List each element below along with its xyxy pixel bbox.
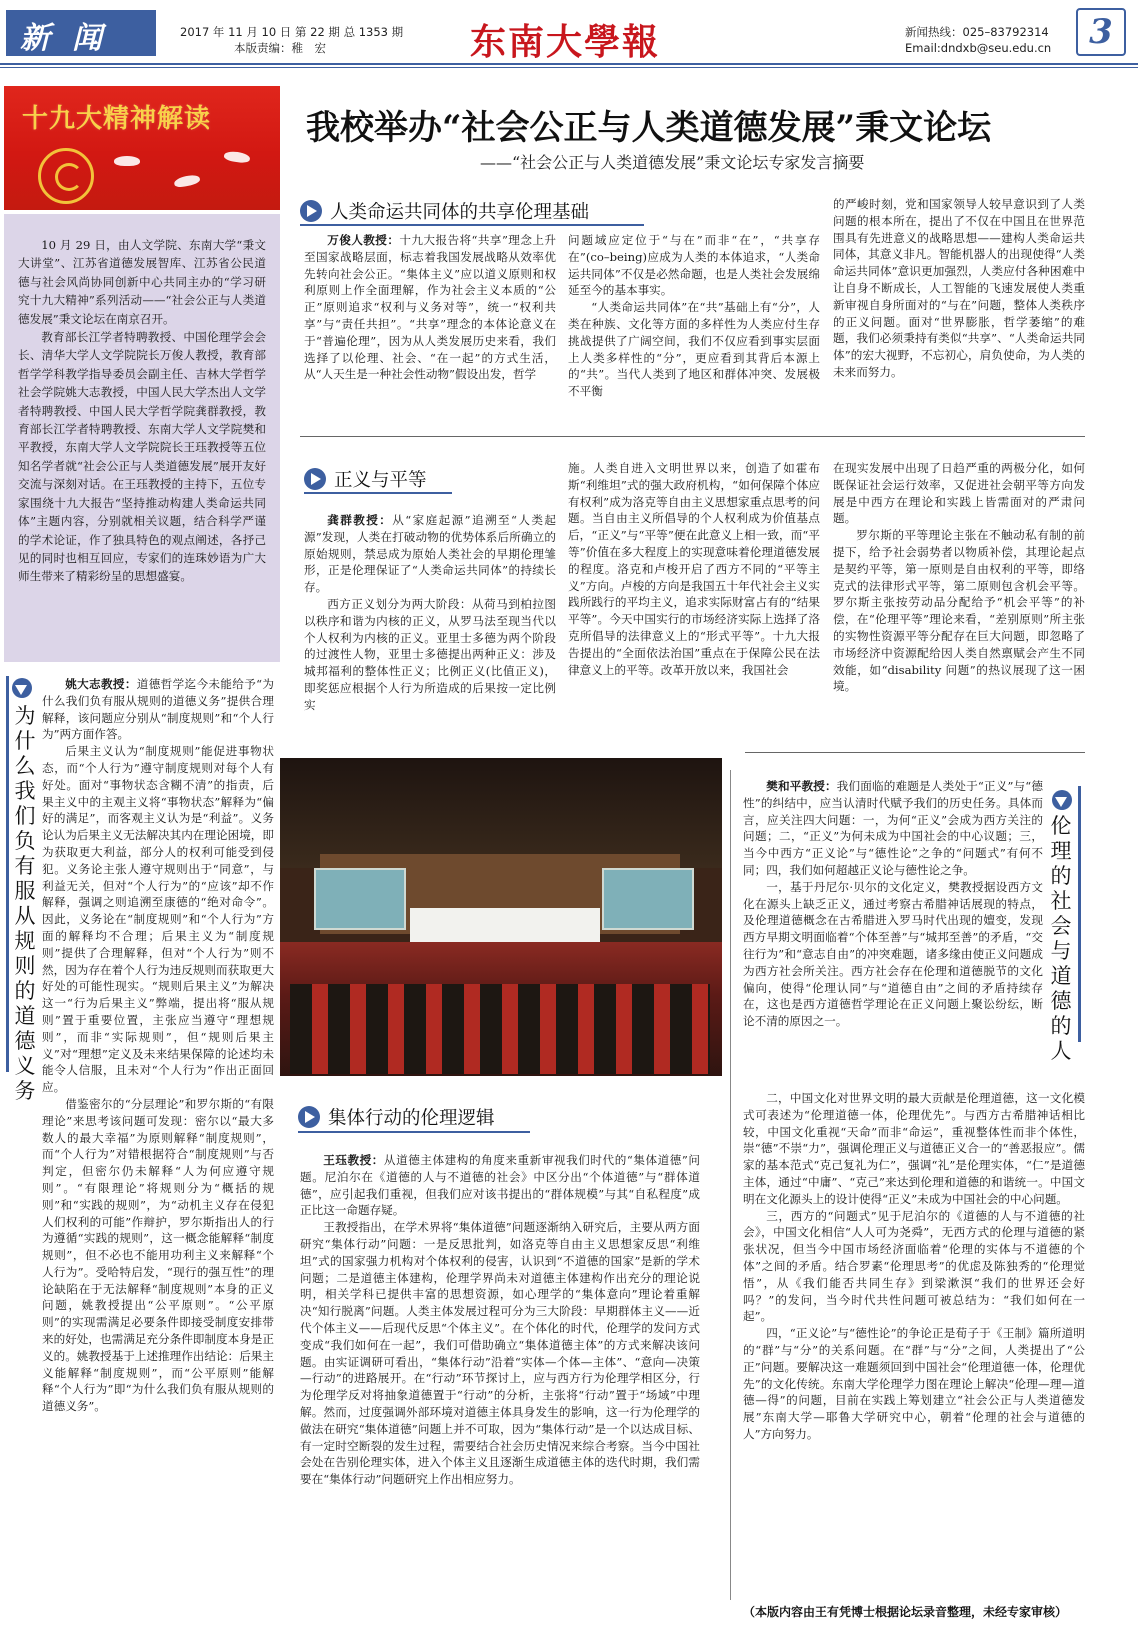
hotline: 新闻热线：025–83792314 — [905, 25, 1049, 39]
article-text: 四，“正义论”与“德性论”的争论正是荀子于《王制》篇所道明的“群”与“分”的关系问题。在“群”与“分”之间，人类提出了“公正”问题。要解决这一难题须回到中国社会“伦理道德一体，伦理优先”的文化传统。东南大学伦理学力图在理论上解决“伦理—理—道德—得”的问题，目前在实践上筹划建立“社会公正与人类道德发展”东南大学—耶鲁大学研究中心，朝着“伦理的社会与道德的人”方向努力。 — [743, 1326, 1085, 1441]
newspaper-logo: 东南大學報 — [470, 21, 661, 63]
play-marker-icon — [12, 678, 32, 698]
article-text: 的严峻时刻，党和国家领导人较早意识到了人类问题的根本所在，提出了不仅在中国且在世界范围具有先进意义的战略思想——建构人类命运共同体，其意义非凡。智能机器人的出现使得“人类命运共同体”意识更加强烈，人类应付各种困难中让自身不断成长，人工智能的飞速发展使人类重新审视自身所面对的“与在”问题，整体人类秩序的正义问题。面对“世界膨胀，哲学萎缩”的难题，我们必须秉持有类似“共享”、“人类命运共同体”的宏大视野，不忘初心，肩负使命，为人类的未来而努力。 — [833, 197, 1085, 379]
section-heading — [300, 198, 589, 224]
article-text: 三，西方的“问题式”见于尼泊尔的《道德的人与不道德的社会》，中国文化相信“人人可为尧舜”，无西方式的伦理与道德的紧张状况，但当今中国市场经济面临着“伦理的实体与不道德的个体”之间的矛盾。结合罗素“伦理思考”的优虑及陈独秀的“伦理觉悟”，从《我们能否共同生存》到梁漱溟“我们的世界还会好吗？”的发问，当今时代共性问题可被总结为：“我们如何在一起”。 — [743, 1208, 1085, 1324]
intro-paragraph: 10 月 29 日，由人文学院、东南大学“秉文大讲堂”、江苏省道德发展智库、江苏省公民道德与社会风尚协同创新中心共同主办的“学习研究十九大精神”系列活动——“社会公正与人类道德发展”秉文论坛在南京召开。 — [18, 238, 266, 326]
main-headline: 我校举办“社会公正与人类道德发展”秉文论坛 — [306, 108, 992, 148]
section-title-vertical: 为什么我们负有服从规则的道德义务 — [14, 704, 36, 1103]
party-emblem-icon — [38, 148, 94, 204]
section-underline — [300, 224, 644, 226]
speaker-name: 姚大志教授： — [65, 677, 137, 691]
projection-screen-right — [602, 868, 694, 930]
speaker-name: 万俊人教授： — [327, 233, 400, 247]
dove-icon — [223, 150, 250, 164]
article-text: 道德哲学迄今未能给予“为什么我们负有服从规则的道德义务”提供合理解释，该问题应分别从“制度规则”和“个人行为”两方面作答。 — [42, 677, 274, 742]
banner-title: 十九大精神解读 — [22, 104, 212, 134]
speaker-name: 王珏教授： — [323, 1153, 384, 1167]
article-column — [304, 232, 556, 418]
article-text: 我们面临的难题是人类处于“正义”与“德性”的纠结中，应当认清时代赋予我们的历史任务。具体而言，应关注四大问题：一，为何“正义”会成为西方关注的问题；二，“正义”为何未成为中国社会的中心议题；三，当今中西方“正义论”与“德性论”之争的“问题式”有何不同；四，我们如何超越正义论与德性论之争。 — [743, 779, 1043, 877]
editor-note: （本版内容由王有凭博士根据论坛录音整理，未经专家审核） — [743, 1605, 1068, 1619]
intro-box — [4, 214, 280, 662]
email: Email:dndxb@seu.edu.cn — [905, 41, 1052, 55]
article-column — [743, 1090, 1085, 1600]
ceiling — [280, 758, 722, 868]
article-column — [743, 778, 1043, 1084]
article-text: 西方正义划分为两大阶段：从荷马到柏拉图以秩序和谐为内核的正义，从罗马法至现当代以个人权利为内核的正义。亚里士多德为两个阶段的过渡性人物，亚里士多德提出两种正义：涉及城邦福利的整体性正义；比例正义(比值正义)，即奖惩应根据个人行为所造成的后果按一定比例实 — [304, 596, 556, 712]
intro-paragraph: 教育部长江学者特聘教授、中国伦理学会会长、清华大学人文学院院长万俊人教授，教育部哲学学科教学指导委员会副主任、吉林大学哲学社会学院姚大志教授，中国人民大学杰出人文学者特聘教授、中国人民大学哲学院龚群教授，教育部长江学者特聘教授、东南大学人文学院樊和平教授，东南大学人文学院院长王珏教授等五位知名学者就“社会公正与人类道德发展”展开友好交流与深刻对话。在王珏教授的主持下，五位专家围绕十九大报告“坚持推动构建人类命运共同体”主题内容，分别就相关议题，结合科学严谨的学术论证，作了独具特色的观点阐述，各抒己见的同时也相互回应，专家们的连珠妙语为广大师生带来了精彩纷呈的思想盛宴。 — [18, 330, 266, 584]
play-marker-icon — [300, 200, 322, 222]
speaker-name: 樊和平教授： — [766, 779, 837, 793]
play-marker-icon — [1052, 790, 1072, 810]
article-text: 施。人类自进入文明世界以来，创造了如霍布斯“利维坦”式的强大政府机构，“如何保障个体应有权利”成为洛克等自由主义思想家重点思考的问题。当自由主义所倡导的个人权利成为价值基点后，“正义”与“平等”便在此意义上相一致，而“平等”价值在多大程度上的实现意味着伦理道德发展的程度。洛克和卢梭开启了西方不同的“平等主义”方向。卢梭的方向是我国五十年代社会主义实践所践行的平均主义，追求实际财富占有的“结果平等”。今天中国实行的市场经济实际上选择了洛克所倡导的法律意义上的“形式平等”。十九大报告提出的“全面依法治国”重点在于保障公民在法律意义上的平等。改革开放以来，我国社会 — [568, 461, 820, 677]
conference-photo — [280, 758, 722, 1076]
section-label: 新闻 — [6, 10, 156, 56]
article-text: 从“家庭起源”追溯至“人类起源”发现，人类在打破动物的优势体系后所确立的原始规则，禁忌成为原始人类社会的早期伦理雏形，正是伦理保证了“人类命运共同体”的持续长存。 — [304, 513, 556, 595]
play-marker-icon — [304, 468, 326, 490]
speaker-name: 龚群教授： — [327, 513, 393, 527]
article-text: 问题域应定位于“与在”而非“在”，“共享存在”(co–being)应成为人类的本体追求，“人类命运共同体”不仅是必然命题，也是人类社会发展绵延至今的基本事实。 — [568, 233, 820, 298]
dove-icon — [114, 156, 140, 166]
header-rule — [0, 63, 1138, 65]
article-text: 借鉴密尔的“分层理论”和罗尔斯的“有限理论”来思考该问题可发现：密尔以“最大多数人的最大幸福”为原则解释“制度规则”，而“个人行为”对错根据符合“制度规则”与否判定，但密尔仍未解释“人为何应遵守规则”。“有限理论”将规则分为“概括的规则”和“实践的规则”，为“动机主义存在侵犯人们权利的可能”作辩护，罗尔斯指出人的行为遵循“实践的规则”，这一概念能解释“制度规则”，但不必也不能用功利主义来解释“个人行为”。受哈特启发，“现行的强互性”的理论缺陷在于无法解释“制度规则”本身的正义问题，姚教授提出“公平原则”。“公平原则”的实现需满足必要条件即接受制度安排带来的好处，也需满足充分条件即制度本身是正义的。姚教授基于上述推理作出结论：后果主义能解释“制度规则”，而“公平原则”能解释“个人行为”即“为什么我们负有服从规则的道德义务”。 — [42, 1096, 274, 1414]
section-title-vertical: 伦理的社会与道德的人 — [1050, 814, 1072, 1063]
article-column — [833, 196, 1085, 418]
podium-banner — [410, 908, 600, 942]
article-text: 一，基于丹尼尔·贝尔的文化定义，樊教授据设西方文化在源头上缺乏正义，通过考察古希腊神话展现的特点，及伦理道德概念在古希腊进入罗马时代出现的嬗变，发现西方早期文明面临着“个体至善”与“城邦至善”的矛盾，“交往行为”和“意志自由”的冲突难题，诸多缘由使正义问题成为西方社会所关注。西方社会存在伦理和道德脱节的文化偏向，使得“伦理认同”与“道德自由”之间的矛盾持续存在，这也是西方道德哲学理论在正义问题上聚讼纷纭，断论不清的原因之一。 — [743, 879, 1043, 1029]
article-column — [300, 1152, 700, 1602]
contact-info — [905, 24, 1051, 56]
article-column — [304, 512, 556, 726]
issue-info — [180, 24, 403, 56]
header-rule-thin — [0, 67, 1138, 68]
column-divider — [730, 770, 731, 1600]
editor-line: 本版责编：稚 宏 — [234, 41, 326, 55]
issue-line: 2017 年 11 月 10 日 第 22 期 总 1353 期 — [180, 25, 404, 39]
article-text: “人类命运共同体”在“共”基础上有“分”，人类在种族、文化等方面的多样性为人类应付生存挑战提供了广阔空间，我们不仅应看到事实层面上人类多样性的“分”，更应看到其背后本源上的“共”。当代人类到了地区和群体冲突、发展极不平衡 — [568, 300, 820, 399]
article-text: 二，中国文化对世界文明的最大贡献是伦理道德，这一文化模式可表述为“伦理道德一体，伦理优先”。与西方古希腊神话相比较，中国文化重视“天命”而非“命运”，重视整体性而非个体性，崇“德”不崇“力”，强调伦理正义与道德正义合一的“善恶报应”。儒家的基本范式“克己复礼为仁”，强调“礼”是伦理实体，“仁”是道德主体，通过“中庸”、“克己”来达到伦理和道德的和谐统一。中国文明在文化源头上的设计使得“正义”未成为中国社会的中心问题。 — [743, 1091, 1085, 1206]
section-heading — [304, 466, 427, 492]
page-number: 3 — [1076, 8, 1126, 56]
article-text: 从道德主体建构的角度来重新审视我们时代的“集体道德”问题。尼泊尔在《道德的人与不道德的社会》中区分出“个体道德”与“群体道德”，应引起我们重视，但我们应对该书提出的“群体规模”与其“自私程度”成正比这一命题存疑。 — [300, 1153, 700, 1218]
article-column — [833, 460, 1085, 726]
section-title: 人类命运共同体的共享伦理基础 — [330, 202, 590, 223]
audience-rows — [290, 984, 710, 1074]
vertical-heading-bar — [6, 676, 9, 1072]
section-heading — [12, 678, 40, 698]
article-column — [568, 232, 820, 418]
section-title: 正义与平等 — [334, 470, 427, 491]
section-divider — [300, 436, 1085, 437]
article-text: 后果主义认为“制度规则”能促进事物状态，而“个人行为”遵守制度规则对每个人有好处。面对“事物状态含糊不清”的指责，后果主义中的主观主义将“事物状态”解释为“偏好的满足”，而客观主义认为是“利益”。义务论认为后果主义无法解决其内在理论困境，即为获取更大利益，部分人的权利可能受到侵犯。义务论主张人遵守规则出于“同意”，与利益无关，但对“个人行为”的“应该”却不作解释，强调之则追溯至康德的“绝对命令”。因此，义务论在“制度规则”和“个人行为”方面的解释均不合理；后果主义为“制度规则”提供了合理解释，但对“个人行为”则不然，因为存在着个人行为违反规则而获取更大好处的可能性现实。“规则后果主义”为解决这一“行为后果主义”弊端，提出将“服从规则”置于重要位置，主张应当遵守“理想规则”，而非“实际规则”，但“规则后果主义”对“理想”定义及未来结果保障的论述均未能令人信服，且未对“个人行为”作出正面回应。 — [42, 744, 274, 1095]
vertical-heading-bar — [1078, 786, 1081, 1042]
article-text: 王教授指出，在学术界将“集体道德”问题逐渐纳入研究后，主要从两方面研究“集体行动”问题：一是反思批判，如洛克等自由主义思想家反思“利维坦”式的国家强力机构对个体权利的侵害，认识到“不道德的国家”是新的学术问题；二是道德主体建构，伦理学界尚未对道德主体建构作出充分的理论说明，相关学科已提供丰富的思想资源，如心理学的“集体意向”理论着重解决“知行脱离”问题。人类主体发展过程可分为三大阶段：早期群体主义——近代个体主义——后现代反思“个体主义”。在个体化的时代，伦理学的发问方式变成“我们如何在一起”，我们可借助确立“集体道德主体”的方式来解决该问题。由实证调研可看出，“集体行动”沿着“实体—个体—主体”、“意向—决策—行动”的进路展开。在“行动”环节探讨上，应与西方行为伦理学相区分，行为伦理学反对将抽象道德置于“行动”的分析，主张将“行动”置于“场域”中理解。然而，过度强调外部环境对道德主体具身发生的影响，这一行为伦理学的做法在研究“集体道德”问题上并不可取，因为“集体行动”是一个以达成目标、有一定时空断裂的发生过程，需要结合社会历史情况来综合考察。当今中国社会处在告别伦理实体，进入个体主义且逐渐生成道德主体的迭代时期，我们需要在“集体行动”问题研究上作出相应努力。 — [300, 1220, 700, 1487]
section-divider — [745, 752, 1085, 753]
section-heading — [1052, 790, 1080, 810]
play-marker-icon — [298, 1106, 320, 1128]
section-underline — [298, 1131, 530, 1133]
banner-image — [4, 86, 280, 210]
article-column — [568, 460, 820, 726]
projection-screen-left — [314, 868, 406, 930]
section-heading — [298, 1104, 495, 1130]
dove-icon — [173, 173, 201, 188]
headline-subtitle: ——“社会公正与人类道德发展”秉文论坛专家发言摘要 — [480, 153, 865, 172]
article-text: 罗尔斯的平等理论主张在不触动私有制的前提下，给予社会弱势者以物质补偿，其理论起点是契约平等，第一原则是自由权利的平等，即络克式的法律形式平等，第二原则包含机会平等。罗尔斯主张按劳动品分配给予“机会平等”的补偿，在“伦理平等”理论来看，“差别原则”所主张的实物性资源平等分配存在巨大问题，即忽略了市场经济中资源配给因人类自然禀赋会产生不同效能，如“disability 问题”的热议展现了这一困境。 — [833, 528, 1085, 694]
section-underline — [304, 492, 452, 494]
article-text: 十九大报告将“共享”理念上升至国家战略层面，标志着我国发展战略从效率优先转向社会公正。“集体主义”应以道义原则和权利原则上作全面理解，作为社会主义本质的“公正”原则追求“权利与义务对等”，统一“权利共享”与“责任共担”。“共享”理念的本体论意义在于“普遍伦理”，因为从人类发展历史来看，我们选择了以伦理、社会、“在一起”的方式生活，从“人天生是一种社会性动物”假设出发，哲学 — [304, 233, 556, 382]
article-column — [42, 676, 274, 1600]
article-text: 在现实发展中出现了日趋严重的两极分化，如何既保证社会运行效率，又促进社会朝平等方向发展是中西方在理论和实践上皆需面对的严肃问题。 — [833, 461, 1085, 526]
section-title: 集体行动的伦理逻辑 — [328, 1108, 495, 1129]
